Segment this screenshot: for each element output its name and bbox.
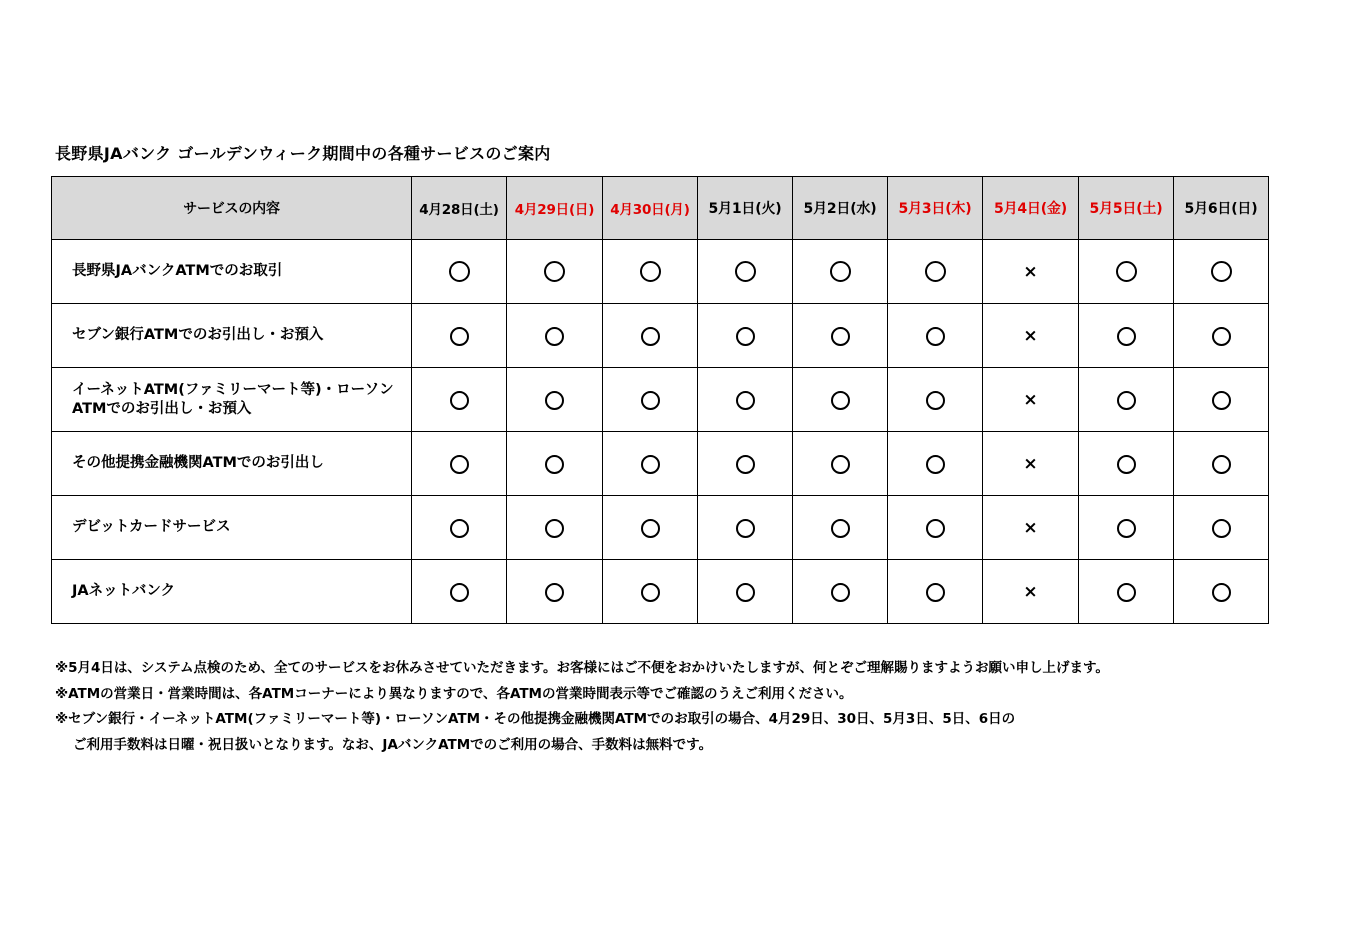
- availability-mark: [545, 455, 564, 474]
- availability-mark: [736, 391, 755, 410]
- availability-mark: [641, 583, 660, 602]
- availability-mark: [926, 455, 945, 474]
- availability-mark: [1117, 327, 1136, 346]
- availability-cell: [983, 496, 1079, 560]
- availability-mark: ×: [1023, 454, 1038, 474]
- availability-mark: [1212, 519, 1231, 538]
- availability-cell: [603, 368, 698, 432]
- availability-cell: [698, 496, 793, 560]
- service-name: セブン銀行ATMでのお引出し・お預入: [52, 304, 412, 368]
- table-row: [52, 368, 1269, 432]
- table-row: [52, 240, 1269, 304]
- availability-mark: [450, 391, 469, 410]
- availability-mark: [1212, 583, 1231, 602]
- availability-mark: [641, 327, 660, 346]
- availability-mark: [545, 583, 564, 602]
- availability-cell: [888, 304, 983, 368]
- availability-cell: [793, 304, 888, 368]
- availability-mark: [926, 519, 945, 538]
- page-title: 長野県JAバンク ゴールデンウィーク期間中の各種サービスのご案内: [55, 144, 551, 163]
- availability-cell: [698, 304, 793, 368]
- availability-cell: [793, 560, 888, 624]
- availability-cell: [888, 432, 983, 496]
- availability-cell: [698, 368, 793, 432]
- date-header: 5月5日(土): [1079, 177, 1174, 240]
- availability-mark: [831, 583, 850, 602]
- availability-mark: [641, 519, 660, 538]
- table-row: [52, 560, 1269, 624]
- availability-mark: [545, 519, 564, 538]
- availability-mark: [831, 519, 850, 538]
- availability-cell: [412, 432, 507, 496]
- availability-mark: [1116, 261, 1137, 282]
- availability-mark: [544, 261, 565, 282]
- availability-mark: [450, 327, 469, 346]
- availability-cell: [698, 560, 793, 624]
- availability-cell: [698, 432, 793, 496]
- table-row: [52, 496, 1269, 560]
- note-line: ※ATMの営業日・営業時間は、各ATMコーナーにより異なりますので、各ATMの営業時間表示等でご確認のうえご利用ください。: [55, 685, 853, 702]
- availability-mark: ×: [1023, 518, 1038, 538]
- availability-cell: [793, 496, 888, 560]
- date-header: 5月1日(火): [698, 177, 793, 240]
- table-header-row: [52, 177, 1269, 240]
- availability-mark: ×: [1023, 326, 1038, 346]
- availability-cell: [1174, 496, 1269, 560]
- service-name: JAネットバンク: [52, 560, 412, 624]
- availability-mark: ×: [1023, 262, 1038, 282]
- availability-cell: [1079, 240, 1174, 304]
- service-name: イーネットATM(ファミリーマート等)・ローソンATMでのお引出し・お預入: [52, 368, 412, 432]
- availability-mark: [545, 391, 564, 410]
- availability-cell: [507, 368, 603, 432]
- date-header: 5月3日(木): [888, 177, 983, 240]
- date-header: 4月30日(月): [603, 177, 698, 240]
- availability-mark: [1212, 327, 1231, 346]
- availability-cell: [793, 240, 888, 304]
- table-row: [52, 304, 1269, 368]
- availability-cell: [412, 496, 507, 560]
- availability-cell: [603, 432, 698, 496]
- note-line: ※5月4日は、システム点検のため、全てのサービスをお休みさせていただきます。お客様にはご不便をおかけいたしますが、何とぞご理解賜りますようお願い申し上げます。: [55, 660, 1109, 676]
- service-name: 長野県JAバンクATMでのお取引: [52, 240, 412, 304]
- availability-cell: [603, 304, 698, 368]
- availability-cell: [507, 240, 603, 304]
- availability-cell: [507, 496, 603, 560]
- service-column-header: サービスの内容: [52, 177, 412, 240]
- availability-mark: [925, 261, 946, 282]
- availability-mark: [1117, 519, 1136, 538]
- availability-mark: [1212, 391, 1231, 410]
- date-header: 4月28日(土): [412, 177, 507, 240]
- availability-cell: [1174, 432, 1269, 496]
- availability-cell: [603, 496, 698, 560]
- availability-cell: [412, 304, 507, 368]
- service-name: その他提携金融機関ATMでのお引出し: [52, 432, 412, 496]
- availability-mark: [831, 391, 850, 410]
- availability-cell: [983, 560, 1079, 624]
- availability-mark: [641, 391, 660, 410]
- availability-cell: [888, 368, 983, 432]
- availability-mark: ×: [1023, 390, 1038, 410]
- availability-mark: [640, 261, 661, 282]
- availability-mark: [1212, 455, 1231, 474]
- availability-mark: [641, 455, 660, 474]
- availability-mark: [926, 583, 945, 602]
- date-header: 5月6日(日): [1174, 177, 1269, 240]
- availability-mark: [736, 583, 755, 602]
- availability-cell: [1174, 560, 1269, 624]
- availability-mark: [1211, 261, 1232, 282]
- availability-cell: [507, 304, 603, 368]
- notes: [55, 656, 1109, 758]
- date-header: 5月2日(水): [793, 177, 888, 240]
- availability-cell: [1079, 560, 1174, 624]
- availability-mark: [831, 327, 850, 346]
- availability-cell: [507, 560, 603, 624]
- availability-cell: [1174, 368, 1269, 432]
- availability-cell: [603, 240, 698, 304]
- availability-cell: [983, 368, 1079, 432]
- availability-cell: [888, 496, 983, 560]
- availability-cell: [698, 240, 793, 304]
- availability-cell: [793, 368, 888, 432]
- table-row: [52, 432, 1269, 496]
- availability-cell: [888, 240, 983, 304]
- availability-mark: [830, 261, 851, 282]
- availability-cell: [1079, 304, 1174, 368]
- availability-mark: [831, 455, 850, 474]
- availability-mark: [736, 455, 755, 474]
- date-header: 5月4日(金): [983, 177, 1079, 240]
- availability-mark: [926, 327, 945, 346]
- availability-cell: [507, 432, 603, 496]
- availability-mark: [736, 519, 755, 538]
- availability-cell: [983, 240, 1079, 304]
- availability-mark: ×: [1023, 582, 1038, 602]
- service-schedule-table: [51, 176, 1269, 624]
- availability-cell: [412, 368, 507, 432]
- date-header: 4月29日(日): [507, 177, 603, 240]
- availability-cell: [1174, 240, 1269, 304]
- availability-cell: [1079, 368, 1174, 432]
- availability-mark: [1117, 391, 1136, 410]
- availability-cell: [412, 240, 507, 304]
- note-line: ご利用手数料は日曜・祝日扱いとなります。なお、JAバンクATMでのご利用の場合、手数料は無料です。: [73, 736, 713, 753]
- availability-cell: [1079, 432, 1174, 496]
- availability-mark: [1117, 455, 1136, 474]
- availability-mark: [450, 455, 469, 474]
- availability-cell: [888, 560, 983, 624]
- service-name: デビットカードサービス: [52, 496, 412, 560]
- availability-mark: [545, 327, 564, 346]
- availability-mark: [450, 519, 469, 538]
- availability-mark: [1117, 583, 1136, 602]
- availability-mark: [736, 327, 755, 346]
- availability-mark: [735, 261, 756, 282]
- availability-cell: [1174, 304, 1269, 368]
- availability-cell: [793, 432, 888, 496]
- availability-cell: [603, 560, 698, 624]
- availability-cell: [412, 560, 507, 624]
- availability-cell: [983, 432, 1079, 496]
- availability-cell: [983, 304, 1079, 368]
- availability-cell: [1079, 496, 1174, 560]
- availability-mark: [450, 583, 469, 602]
- availability-mark: [926, 391, 945, 410]
- note-line: ※セブン銀行・イーネットATM(ファミリーマート等)・ローソンATM・その他提携金融機関ATMでのお取引の場合、4月29日、30日、5月3日、5日、6日の: [55, 711, 1016, 727]
- availability-mark: [449, 261, 470, 282]
